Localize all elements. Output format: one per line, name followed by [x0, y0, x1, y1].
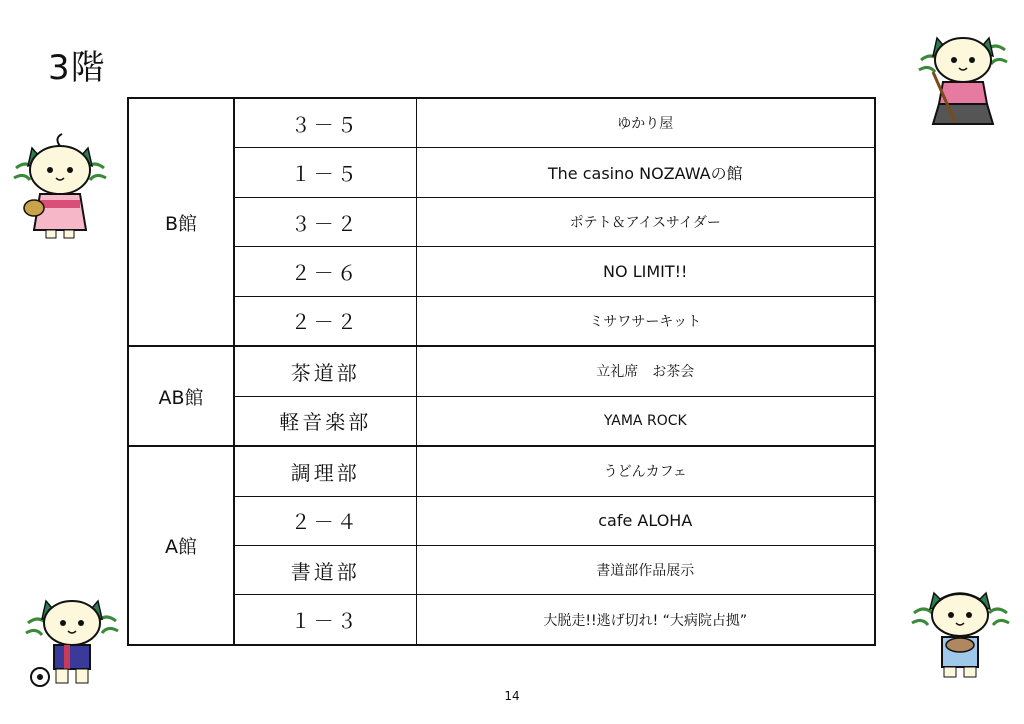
class-cell: ２－２ — [234, 296, 416, 346]
class-cell: ２－４ — [234, 496, 416, 545]
table-row — [128, 496, 875, 545]
table-row — [128, 546, 875, 595]
event-cell: NO LIMIT!! — [416, 247, 875, 296]
class-cell: 調理部 — [234, 446, 416, 496]
cat-mascot-cooking-icon — [908, 583, 1013, 683]
table-row — [128, 98, 875, 148]
class-cell: １－５ — [234, 148, 416, 197]
cat-mascot-kimono-icon — [913, 22, 1013, 137]
class-cell: ３－５ — [234, 98, 416, 148]
page-title: 3階 — [48, 48, 106, 88]
class-cell: 書道部 — [234, 546, 416, 595]
page-number: 14 — [504, 689, 520, 703]
event-cell: ポテト＆アイスサイダー — [416, 197, 875, 246]
building-a: A館 — [128, 446, 234, 645]
event-cell: The casino NOZAWAの館 — [416, 148, 875, 197]
event-cell: YAMA ROCK — [416, 396, 875, 446]
table-row — [128, 346, 875, 396]
event-cell: 大脱走!!逃げ切れ! “大病院占拠” — [416, 595, 875, 645]
building-b: B館 — [128, 98, 234, 346]
table-row — [128, 595, 875, 645]
building-ab: AB館 — [128, 346, 234, 446]
table-row — [128, 396, 875, 446]
class-cell: 軽音楽部 — [234, 396, 416, 446]
event-cell: 書道部作品展示 — [416, 546, 875, 595]
class-cell: 茶道部 — [234, 346, 416, 396]
table-row — [128, 197, 875, 246]
class-cell: １－３ — [234, 595, 416, 645]
event-cell: cafe ALOHA — [416, 496, 875, 545]
event-cell: ゆかり屋 — [416, 98, 875, 148]
class-cell: ３－２ — [234, 197, 416, 246]
class-cell: ２－６ — [234, 247, 416, 296]
event-cell: うどんカフェ — [416, 446, 875, 496]
cat-mascot-tea-icon — [10, 128, 110, 243]
schedule-table — [127, 97, 876, 646]
cat-mascot-soccer-icon — [22, 593, 122, 693]
table-row — [128, 296, 875, 346]
table-row — [128, 247, 875, 296]
table-row — [128, 148, 875, 197]
event-cell: ミサワサーキット — [416, 296, 875, 346]
event-cell: 立礼席 お茶会 — [416, 346, 875, 396]
table-row — [128, 446, 875, 496]
